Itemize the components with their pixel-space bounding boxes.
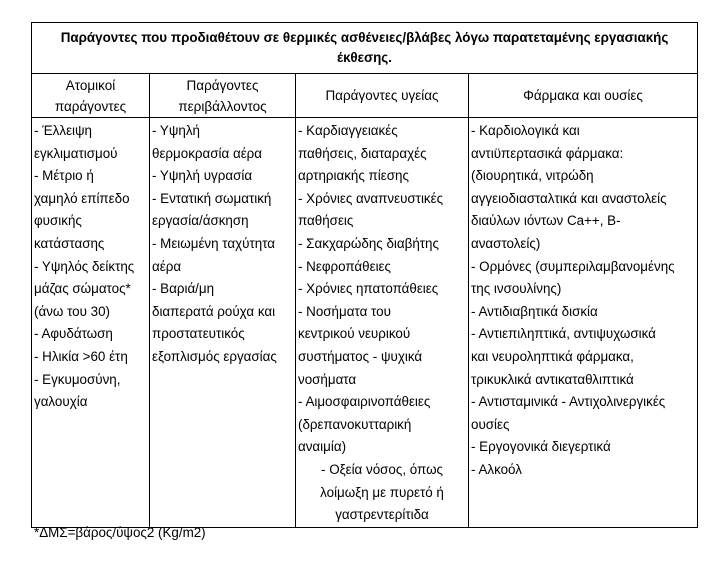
list-item: εξοπλισμός εργασίας: [152, 348, 277, 364]
list-item: προστατευτικός: [152, 326, 245, 342]
list-item: - Αντιεπιληπτικά, αντιψυχωσικά: [471, 326, 656, 342]
list-item: (διουρητικά, νιτρώδη: [471, 168, 594, 184]
header-row: [32, 74, 698, 118]
list-item: γαστρεντερίτιδα: [335, 507, 429, 523]
list-item: της ινσουλίνης): [471, 281, 562, 297]
header-ygeia: Παράγοντες υγείας: [296, 74, 469, 118]
list-item: γαλουχία: [34, 394, 88, 410]
list-item: νοσήματα: [298, 371, 357, 387]
list-item: - Αντισταμινικά - Αντιχολινεργικές: [471, 394, 666, 410]
factors-table: [31, 22, 698, 528]
list-item: παθήσεις: [298, 213, 354, 229]
list-item: τρικυκλικά αντικαταθλιπτικά: [471, 371, 634, 387]
list-item: αντιϋπερτασικά φάρμακα:: [471, 145, 624, 161]
list-item: - Υψηλή: [152, 123, 201, 138]
list-item: θερμοκρασία αέρα: [152, 145, 263, 161]
list-item: διαύλων ιόντων Ca++, Β-: [471, 213, 621, 229]
list-item: - Βαριά/μη: [152, 281, 215, 297]
list-item: κατάστασης: [34, 235, 105, 251]
list-item: - Αλκοόλ: [471, 461, 522, 477]
list-item: - Μέτριο ή: [34, 168, 94, 184]
header-atomikoi: Ατομικοί παράγοντες: [32, 74, 150, 118]
list-item: και νευροληπτικά φάρμακα,: [471, 348, 634, 364]
footnote: *ΔΜΣ=βάρος/ύψος2 (Kg/m2): [34, 525, 206, 540]
list-item: - Υψηλή υγρασία: [152, 168, 253, 184]
list-item: - Εγκυμοσύνη,: [34, 371, 121, 387]
list-item: - Ηλικία >60 έτη: [34, 348, 128, 364]
list-item: μάζας σώματος*: [34, 281, 131, 297]
list-item: - Έλλειψη: [34, 123, 93, 138]
list-item: αναιμία): [298, 439, 347, 455]
list-item: - Υψηλός δείκτης: [34, 258, 135, 274]
list-item: φυσικής: [34, 213, 82, 229]
list-item: αγγειοδιασταλτικά και αναστολείς: [471, 190, 667, 206]
list-item: παθήσεις, διαταραχές: [298, 145, 427, 161]
list-item: κεντρικού νευρικού: [298, 326, 411, 342]
header-farmaka: Φάρμακα και ουσίες: [469, 74, 698, 118]
list-item: - Αιμοσφαιρινοπάθειες: [298, 394, 431, 410]
list-item: διαπερατά ρούχα και: [152, 303, 276, 319]
list-item: (δρεπανοκυτταρική: [298, 416, 412, 432]
cell-perivallon: [150, 118, 296, 528]
list-item: - Εντατική σωματική: [152, 190, 272, 206]
list-item: - Χρόνιες αναπνευστικές: [298, 190, 444, 206]
list-item: - Εργογονικά διεγερτικά: [471, 439, 611, 455]
cell-farmaka: [469, 118, 698, 528]
list-item: - Καρδιαγγειακές: [298, 123, 398, 138]
list-item: - Ορμόνες (συμπεριλαμβανομένης: [471, 258, 675, 274]
list-item: λοίμωξη με πυρετό ή: [320, 484, 444, 500]
table-title: Παράγοντες που προδιαθέτουν σε θερμικές ασθένειες/βλάβες λόγω παρατεταμένης εργασιακής έκθεσης.: [32, 23, 698, 74]
list-item: εργασία/άσκηση: [152, 213, 249, 229]
cell-ygeia: [296, 118, 469, 528]
header-perivallon: Παράγοντες περιβάλλοντος: [150, 74, 296, 118]
list-item: - Νεφροπάθειες: [298, 258, 391, 274]
list-item: - Νοσήματα του: [298, 303, 391, 319]
title-row: [32, 23, 698, 74]
list-item: ουσίες: [471, 416, 510, 432]
list-item: αρτηριακής πίεσης: [298, 168, 409, 184]
list-item: - Αφυδάτωση: [34, 326, 113, 342]
cell-atomikoi: [32, 118, 150, 528]
list-item: - Χρόνιες ηπατοπάθειες: [298, 281, 439, 297]
list-item: - Σακχαρώδης διαβήτης: [298, 235, 439, 251]
list-item: συστήματος - ψυχικά: [298, 348, 423, 364]
list-item: αέρα: [152, 258, 182, 274]
list-item: - Μειωμένη ταχύτητα: [152, 235, 276, 251]
list-item: εγκλιματισμού: [34, 145, 118, 161]
list-item: - Οξεία νόσος, όπως: [321, 461, 443, 477]
list-item: (άνω του 30): [34, 303, 111, 319]
list-item: χαμηλό επίπεδο: [34, 190, 130, 206]
list-item: - Αντιδιαβητικά δισκία: [471, 303, 598, 319]
list-item: - Καρδιολογικά και: [471, 123, 580, 138]
body-row: [32, 118, 698, 528]
list-item: αναστολείς): [471, 235, 541, 251]
